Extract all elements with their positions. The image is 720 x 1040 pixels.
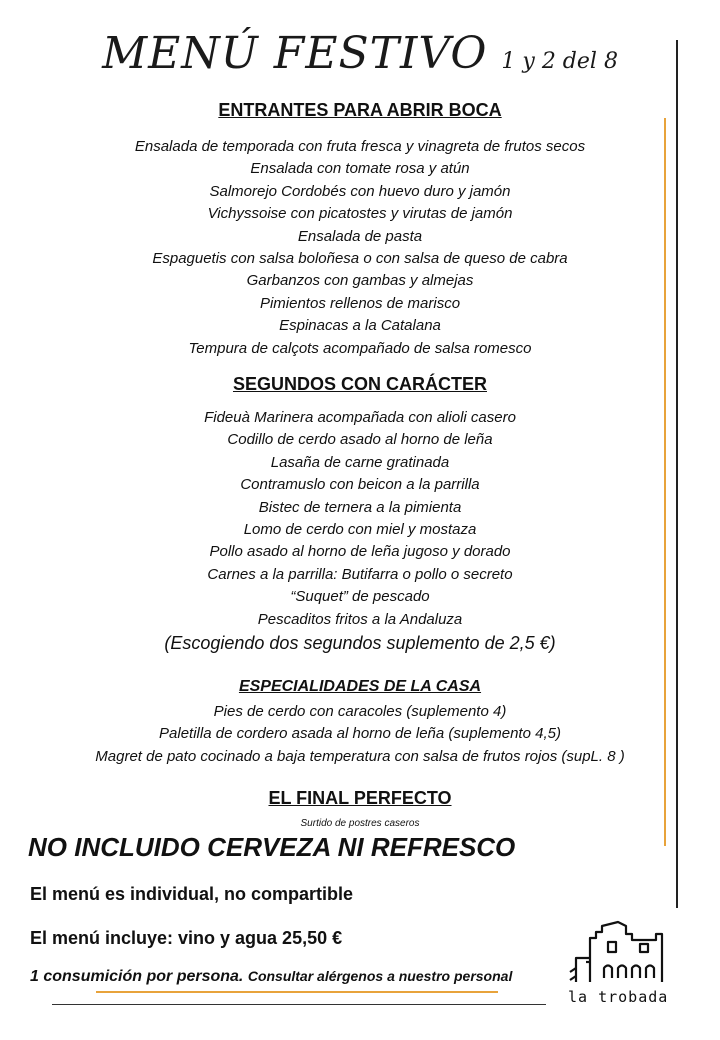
list-item: Pescaditos fritos a la Andaluza	[257, 610, 463, 628]
allergens-text: Consultar alérgenos a nuestro personal	[247, 968, 513, 984]
list-item: Ensalada de pasta	[297, 227, 423, 245]
list-item: Salmorejo Cordobés con huevo duro y jamón	[209, 182, 511, 200]
list-item: Carnes a la parrilla: Butifarra o pollo o secreto	[207, 565, 513, 583]
menu-header	[0, 28, 720, 79]
list-item: Pimientos rellenos de marisco	[259, 294, 461, 312]
price-line: El menú incluye: vino y agua 25,50 €	[30, 928, 343, 948]
list-item: Pollo asado al horno de leña jugoso y dorado	[209, 543, 511, 561]
list-item: Tempura de calçots acompañado de salsa romesco	[188, 339, 532, 357]
consumption-line	[30, 968, 512, 986]
consumption-text: 1 consumición por persona.	[30, 968, 244, 985]
list-item: Ensalada con tomate rosa y atún	[250, 160, 470, 178]
not-included-notice: NO INCLUIDO CERVEZA NI REFRESCO	[28, 832, 516, 862]
segundos-supplement-note: (Escogiendo dos segundos suplemento de 2,5 €)	[164, 633, 556, 653]
list-item: Lasaña de carne gratinada	[270, 453, 450, 471]
list-item: Espaguetis con salsa boloñesa o con salsa de queso de cabra	[152, 249, 568, 267]
especialidades-list	[0, 701, 720, 768]
list-item: Vichyssoise con picatostes y virutas de jamón	[207, 205, 513, 223]
accent-underline	[96, 991, 498, 993]
menu-title: MENÚ FESTIVO	[102, 28, 488, 79]
individual-notice: El menú es individual, no compartible	[30, 884, 354, 904]
segundos-heading: SEGUNDOS CON CARÁCTER	[232, 374, 487, 394]
list-item: Paletilla de cordero asada al horno de leña (suplemento 4,5)	[159, 725, 561, 743]
list-item: Pies de cerdo con caracoles (suplemento 4)	[213, 703, 507, 720]
list-item: Espinacas a la Catalana	[279, 317, 441, 335]
list-item: Magret de pato cocinado a baja temperatura con salsa de frutos rojos (supL. 8 )	[95, 747, 625, 765]
list-item: Contramuslo con beicon a la parrilla	[240, 476, 480, 494]
postres-item: Surtido de postres caseros	[300, 818, 420, 829]
especialidades-heading: ESPECIALIDADES DE LA CASA	[238, 678, 482, 695]
entrantes-heading: ENTRANTES PARA ABRIR BOCA	[218, 100, 502, 120]
list-item: Codillo de cerdo asado al horno de leña	[227, 431, 493, 449]
menu-date: 1 y 2 del 8	[501, 49, 618, 74]
list-item: Ensalada de temporada con fruta fresca y vinagreta de frutos secos	[134, 138, 586, 155]
list-item: “Suquet” de pescado	[290, 588, 430, 606]
list-item: Lomo de cerdo con miel y mostaza	[243, 520, 477, 538]
bottom-rule	[52, 1004, 546, 1005]
logo-text: la trobada	[568, 988, 669, 1006]
entrantes-list	[0, 136, 720, 360]
list-item: Fideuà Marinera acompañada con alioli casero	[204, 409, 516, 426]
final-heading: EL FINAL PERFECTO	[268, 788, 452, 808]
list-item: Garbanzos con gambas y almejas	[246, 272, 474, 290]
list-item: Bistec de ternera a la pimienta	[258, 498, 462, 516]
segundos-list	[0, 407, 720, 631]
